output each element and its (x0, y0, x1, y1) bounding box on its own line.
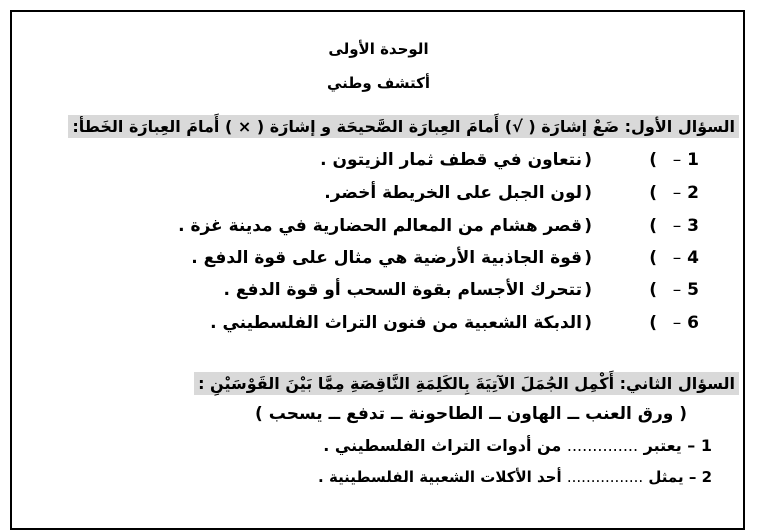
item-number: 1 (700, 436, 712, 455)
answer-box-open[interactable]: ( (649, 248, 657, 268)
answer-box-open[interactable]: ( (649, 313, 657, 333)
item-number: 6 (687, 313, 699, 333)
fill-sentence: 1 – يعتبر .............. من أدوات التراث الفلسطيني . (323, 436, 712, 455)
item-number: 5 (687, 280, 699, 300)
item-number: 2 (687, 183, 699, 203)
blank-field[interactable]: .............. (566, 436, 639, 455)
answer-box-open[interactable]: ( (649, 280, 657, 300)
list-item: – 1 ( ) نتعاون في قطف ثمار الزيتون . (320, 150, 699, 170)
item-number: 3 (687, 216, 699, 236)
item-number: 4 (687, 248, 699, 268)
item-number: 1 (687, 150, 699, 170)
blank-field[interactable]: ................ (566, 468, 644, 486)
item-text: الدبكة الشعبية من فنون التراث الفلسطيني . (210, 313, 582, 333)
list-item: – 5 ( ) تتحرك الأجسام بقوة السحب أو قوة الدفع . (223, 280, 699, 300)
lesson-title: أكتشف وطني (326, 74, 431, 92)
sentence-start: يمثل (648, 468, 684, 486)
answer-box-open[interactable]: ( (649, 183, 657, 203)
item-number: 2 (701, 468, 712, 486)
list-item: – 6 ( ) الدبكة الشعبية من فنون التراث الفلسطيني . (210, 313, 699, 333)
item-text: تتحرك الأجسام بقوة السحب أو قوة الدفع . (223, 280, 582, 300)
item-text: قصر هشام من المعالم الحضارية في مدينة غزة . (178, 216, 582, 236)
answer-box-close: ) (584, 280, 592, 300)
answer-box-open[interactable]: ( (649, 216, 657, 236)
item-text: لون الجبل على الخريطة أخضر. (324, 183, 582, 203)
sentence-end: من أدوات التراث الفلسطيني . (323, 436, 562, 455)
fill-sentence: 2 – يمثل ................ أحد الأكلات الشعبية الفلسطينية . (318, 468, 712, 486)
item-text: نتعاون في قطف ثمار الزيتون . (320, 150, 582, 170)
sentence-start: يعتبر (643, 436, 682, 455)
answer-box-close: ) (584, 183, 592, 203)
answer-box-open[interactable]: ( (649, 150, 657, 170)
unit-title: الوحدة الأولى (328, 40, 429, 58)
answer-box-close: ) (584, 313, 592, 333)
sentence-end: أحد الأكلات الشعبية الفلسطينية . (318, 468, 562, 486)
list-item: – 4 ( ) قوة الجاذبية الأرضية هي مثال على قوة الدفع . (191, 248, 699, 268)
answer-box-close: ) (584, 216, 592, 236)
answer-box-close: ) (584, 150, 592, 170)
item-text: قوة الجاذبية الأرضية هي مثال على قوة الدفع . (191, 248, 582, 268)
question-2-heading: السؤال الثاني: أَكْمِل الجُمَلَ الآتِيَةَ بِالكَلِمَةِ النَّاقِصَةِ مِمَّا بَيْنَ القَوْسَيْنِ : (194, 372, 739, 395)
answer-box-close: ) (584, 248, 592, 268)
word-bank: ( ورق العنب ــ الهاون ــ الطاحونة ــ تدفع ــ يسحب ) (255, 404, 687, 424)
question-1-heading: السؤال الأول: ضَعْ إشارَة ( √) أَمامَ العِبارَة الصَّحيحَة و إشارَة ( × ) أَمامَ العِبارَة الخَطأ: (68, 115, 739, 138)
list-item: – 2 ( ) لون الجبل على الخريطة أخضر. (324, 183, 699, 203)
list-item: – 3 ( ) قصر هشام من المعالم الحضارية في مدينة غزة . (178, 216, 699, 236)
